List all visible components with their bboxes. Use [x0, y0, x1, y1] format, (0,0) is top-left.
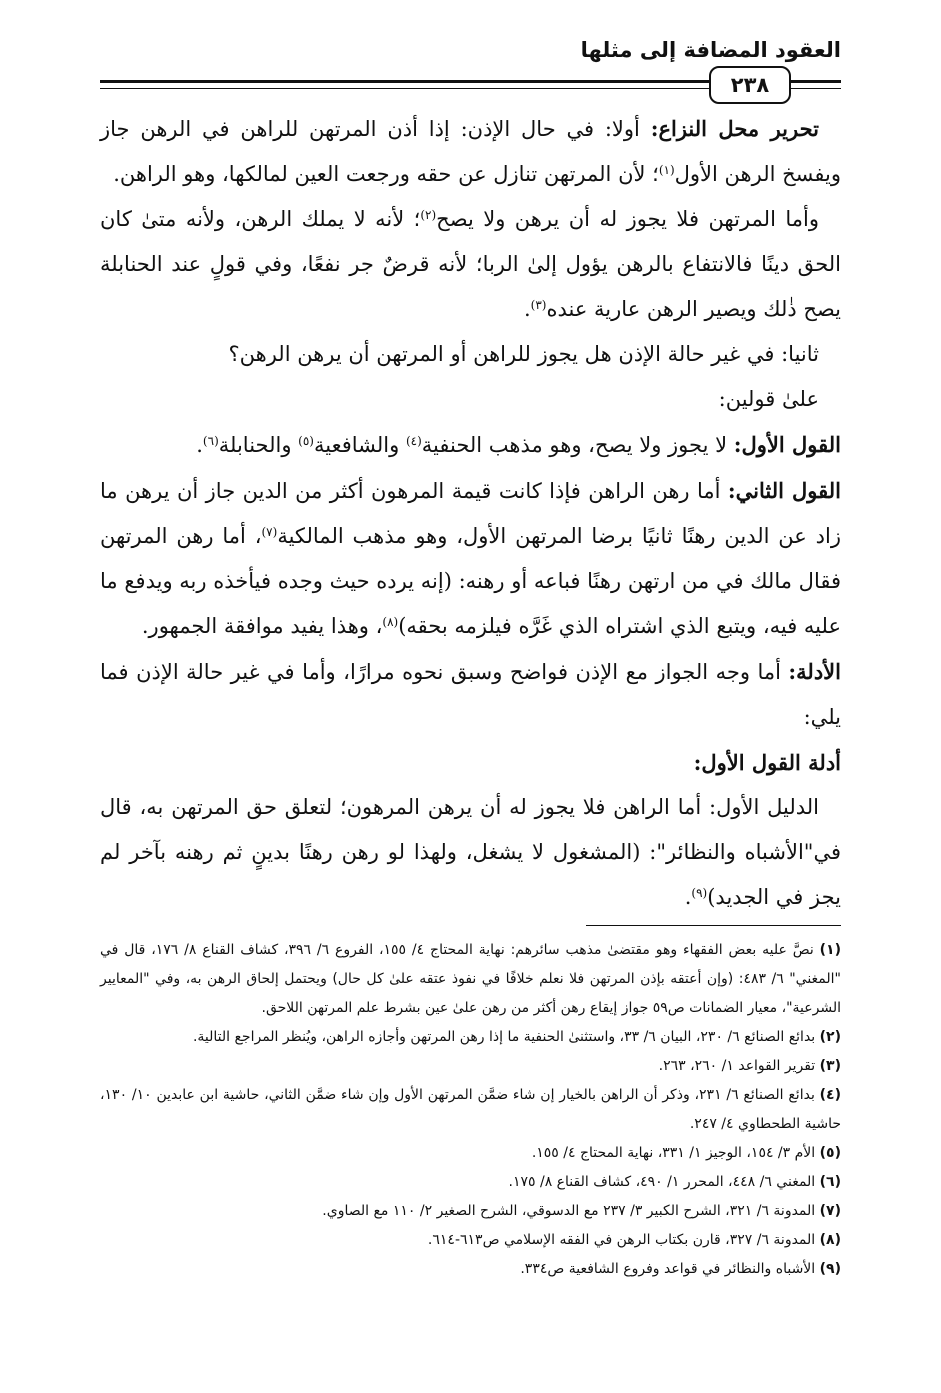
term-label: الأدلة: — [788, 659, 841, 684]
footnote-item: (٣) تقرير القواعد ١/ ٢٦٠، ٢٦٣. — [658, 1058, 841, 1074]
footnote-ref: (١) — [658, 163, 675, 177]
paragraph-second-case: ثانيا: في غير حالة الإذن هل يجوز للراهن أو المرتهن أن يرهن الرهن؟ — [228, 342, 819, 366]
main-text — [100, 106, 841, 920]
paragraph-evidence: الأدلة: أما وجه الجواز مع الإذن فواضح وسبق نحوه مرارًا، وأما في غير حالة الإذن فما يلي: — [100, 659, 841, 729]
page-number: ٢٣٨ — [709, 66, 791, 104]
footnote-item: (٢) بدائع الصنائع ٦/ ٢٣٠، البيان ٦/ ٣٣، واستثنىٰ الحنفية ما إذا رهن المرتهن وأجازه الراهن، ويُنظر المراجع التالية. — [192, 1029, 841, 1045]
footnote-ref: (٤) — [405, 434, 422, 448]
footnote-item: (٧) المدونة ٦/ ٣٢١، الشرح الكبير ٣/ ٢٣٧ مع الدسوقي، الشرح الصغير ٢/ ١١٠ مع الصاوي. — [322, 1203, 841, 1219]
footnote-item: (٥) الأم ٣/ ١٥٤، الوجيز ١/ ٣٣١، نهاية المحتاج ٤/ ١٥٥. — [531, 1145, 841, 1161]
footnote-item: (٨) المدونة ٦/ ٣٢٧، قارن بكتاب الرهن في الفقه الإسلامي ص٦١٣-٦١٤. — [427, 1232, 841, 1248]
term-label: القول الأول: — [733, 432, 841, 457]
footnote-ref: (٦) — [202, 434, 219, 448]
footnote-separator — [586, 925, 841, 926]
paragraph-first-evidence: الدليل الأول: أما الراهن فلا يجوز له أن يرهن المرهون؛ لتعلق حق المرتهن به، قال في"الأشباه والنظائر": (المشغول لا يشغل، ولهذا لو رهن رهنًا بدينٍ ثم رهنه بآخر لم يجز في الجديد)$^{(٩)}$. — [100, 795, 841, 909]
footnotes — [100, 936, 841, 1284]
footnote-ref: (٥) — [298, 434, 314, 448]
footnote-ref: (٢) — [420, 208, 437, 222]
section-heading: أدلة القول الأول: — [693, 750, 841, 775]
paragraph-second-view: القول الثاني: أما رهن الراهن فإذا كانت قيمة المرهون أكثر من الدين جاز أن يرهن ما زاد عن الدين رهنًا ثانيًا برضا المرتهن الأول، وهو مذهب المالكية$^{(٧)}$، أما رهن المرتهن فقال مالك في من ارتهن رهنًا فباعه أو رهنه: (إنه يرده حيث وجده فيأخذه ربه ويدفع ما عليه فيه، ويتبع الذي اشتراه الذي غَرَّه فيلزمه بحقه)$^{(٨)}$، وهذا يفيد موافقة الجمهور. — [100, 478, 841, 638]
footnote-ref: (٨) — [382, 615, 399, 629]
footnote-item: (٤) بدائع الصنائع ٦/ ٢٣١، وذكر أن الراهن بالخيار إن شاء ضمَّن المرتهن الأول وإن شاء ضمَّن الثاني، حاشية ابن عابدين ١٠/ ١٣٠، حاشية الطحطاوي ٤/ ٢٤٧. — [100, 1087, 841, 1132]
term-label: القول الثاني: — [727, 478, 841, 503]
term-label: تحرير محل النزاع: — [650, 116, 820, 141]
paragraph-dispute-scope: تحرير محل النزاع: أولا: في حال الإذن: إذا أذن المرتهن للراهن في الرهن جاز ويفسخ الرهن الأول$^{(١)}$؛ لأن المرتهن تنازل عن حقه ورجعت العين لمالكها، وهو الراهن. — [100, 116, 841, 186]
paragraph-first-view: القول الأول: لا يجوز ولا يصح، وهو مذهب الحنفية$^{(٤)}$ والشافعية$^{(٥)}$ والحنابلة$^{(٦)}$. — [196, 432, 841, 457]
footnote-item: (٩) الأشباه والنظائر في قواعد وفروع الشافعية ص٣٣٤. — [520, 1261, 841, 1277]
running-title: العقود المضافة إلى مثلها — [580, 38, 841, 62]
footnote-item: (١) نصَّ عليه بعض الفقهاء وهو مقتضىٰ مذهب سائرهم: نهاية المحتاج ٤/ ١٥٥، الفروع ٦/ ٣٩٦، كشاف القناع ٨/ ١٧٦، قال في "المغني" ٦/ ٤٨٣: (وإن أعتقه بإذن المرتهن فلا نعلم خلافًا في نفوذ عتقه علىٰ كل حال) ويحتمل إلحاق الرهن به، وفي "المعايير الشرعية"، معيار الضمانات ص٥٩ جواز إيقاع رهن أكثر من رهن علىٰ عين بشرط علم المرتهن اللاحق. — [100, 942, 841, 1016]
footnote-ref: (٣) — [530, 298, 547, 312]
footnote-item: (٦) المغني ٦/ ٤٤٨، المحرر ١/ ٤٩٠، كشاف القناع ٨/ ١٧٥. — [508, 1174, 841, 1190]
paragraph-mortgagee: وأما المرتهن فلا يجوز له أن يرهن ولا يصح$^{(٢)}$؛ لأنه لا يملك الرهن، ولأنه متىٰ كان الحق دينًا فالانتفاع بالرهن يؤول إلىٰ الربا؛ لأنه قرضٌ جر نفعًا، وفي قولٍ عند الحنابلة يصح ذٰلك ويصير الرهن عارية عنده$^{(٣)}$. — [100, 207, 841, 321]
footnote-ref: (٩) — [691, 886, 708, 900]
paragraph-two-views: علىٰ قولين: — [718, 387, 819, 411]
footnote-ref: (٧) — [261, 525, 278, 539]
